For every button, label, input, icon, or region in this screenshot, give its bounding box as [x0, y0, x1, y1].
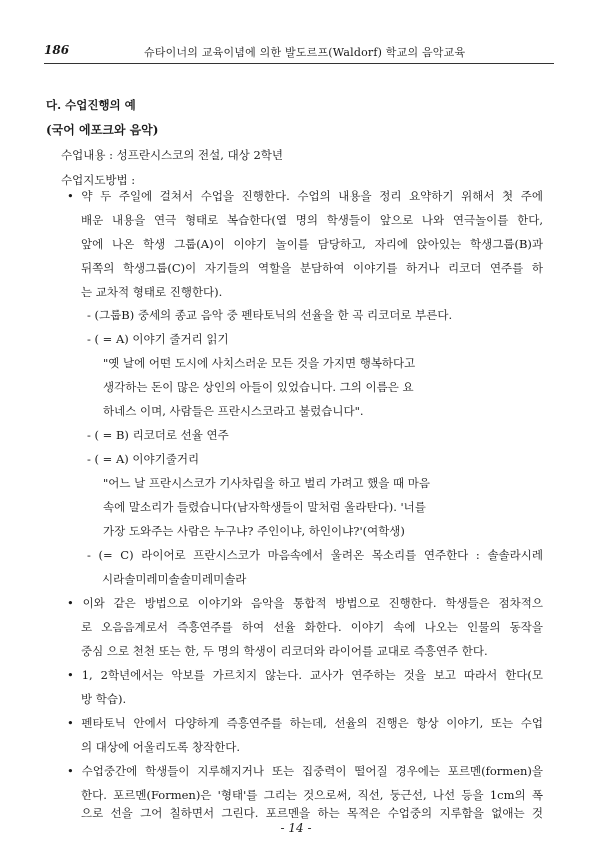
quote-1-line-1: "옛 날에 어떤 도시에 사치스러운 모든 것을 가지면 행복하다고 [103, 356, 416, 370]
subtitle: (국어 에포크와 음악) [46, 123, 159, 137]
running-title: 슈타이너의 교육이념에 의한 발도르프(Waldorf) 학교의 음악교육 [144, 46, 466, 59]
bullet-5-line-3: 으로 선을 그어 칠하면서 그린다. 포르멘을 하는 목적은 수업중의 지루함을 없애는 것 [81, 806, 543, 820]
quote-2-line-1: "어느 날 프란시스코가 기사차림을 하고 벌리 가려고 했을 때 마음 [103, 476, 431, 490]
dash-item-3: - ( = B) 리코더로 선율 연주 [87, 428, 229, 442]
page-number: 186 [44, 43, 70, 57]
quote-1-line-3: 하네스 이며, 사람들은 프란시스코라고 불렀습니다". [103, 404, 364, 418]
method-label: 수업지도방법 : [61, 173, 136, 187]
page-header [44, 43, 554, 64]
dash-item-2: - ( = A) 이야기 줄거리 읽기 [87, 332, 229, 346]
dash-item-4: - ( = A) 이야기줄거리 [87, 452, 200, 466]
bullet-3-line-2: 방 학습). [81, 692, 127, 706]
bullet-4-line-1: • 펜타토닉 안에서 다양하게 즉흥연주를 하는데, 선율의 진행은 항상 이야기, 또는 수업 [67, 716, 543, 730]
bullet-5-line-1: • 수업중간에 학생들이 지루해지거나 또는 집중력이 떨어질 경우에는 포르멘(formen)을 [67, 764, 543, 778]
bullet-5-line-2: 한다. 포르멘(Formen)은 '형태'를 그리는 것으로써, 직선, 둥근선, 나선 등을 1cm의 폭 [81, 788, 543, 802]
bullet-1-line-2: 배운 내용을 연극 형태로 복습한다(열 명의 학생들이 앞으로 나와 연극놀이를 한다, [81, 213, 543, 227]
bullet-1-line-5: 는 교차적 형태로 진행한다). [81, 285, 223, 299]
quote-2-line-2: 속에 말소리가 들렸습니다(남자학생들이 말처럼 울라탄다). '너를 [103, 500, 426, 514]
bullet-4-line-2: 의 대상에 어울리도록 창작한다. [81, 740, 241, 754]
dash-item-5-line-1: - (= C) 라이어로 프란시스코가 마음속에서 울려온 목소리를 연주한다 : 솔솔라시레 [87, 548, 543, 562]
lesson-content-line: 수업내용 : 성프란시스코의 전설, 대상 2학년 [61, 148, 283, 162]
bullet-2-line-3: 중심 으로 천천 또는 한, 두 명의 학생이 리코더와 라이어를 교대로 즉흥연주 한다. [81, 644, 488, 658]
bullet-3-line-1: • 1, 2학년에서는 악보를 가르치지 않는다. 교사가 연주하는 것을 보고 따라서 한다(모 [67, 668, 543, 682]
quote-2-line-3: 가장 도와주는 사람은 누구냐? 주인이냐, 하인이냐?'(여학생) [103, 524, 405, 538]
bullet-2-line-1: • 이와 같은 방법으로 이야기와 음악을 통합적 방법으로 진행한다. 학생들은 점차적으 [67, 596, 543, 610]
page-footer-marker: - 14 - [280, 821, 312, 835]
bullet-1-line-4: 뒤쪽의 학생그룹(C)이 자기들의 역할을 분담하여 이야기를 하거나 리코더 연주를 하 [81, 261, 543, 275]
dash-item-5-line-2: 시라솔미레미솔솔미레미솔라 [102, 572, 247, 586]
dash-item-1: - (그룹B) 중세의 종교 음악 중 펜타토닉의 선율을 한 곡 리코더로 부른다. [87, 308, 453, 322]
section-title: 다. 수업진행의 예 [46, 98, 136, 112]
bullet-1-line-3: 앞에 나온 학생 그룹(A)이 이야기 놀이를 담당하고, 자리에 앉아있는 학생그룹(B)과 [81, 237, 543, 251]
bullet-1-line-1: • 약 두 주일에 걸쳐서 수업을 진행한다. 수업의 내용을 정리 요약하기 위해서 첫 주에 [67, 189, 543, 203]
bullet-2-line-2: 로 오음음계로서 즉흥연주를 하여 선율 화한다. 이야기 속에 나오는 인물의 동작을 [81, 620, 543, 634]
quote-1-line-2: 생각하는 돈이 많은 상인의 아들이 있었습니다. 그의 이름은 요 [103, 380, 414, 394]
